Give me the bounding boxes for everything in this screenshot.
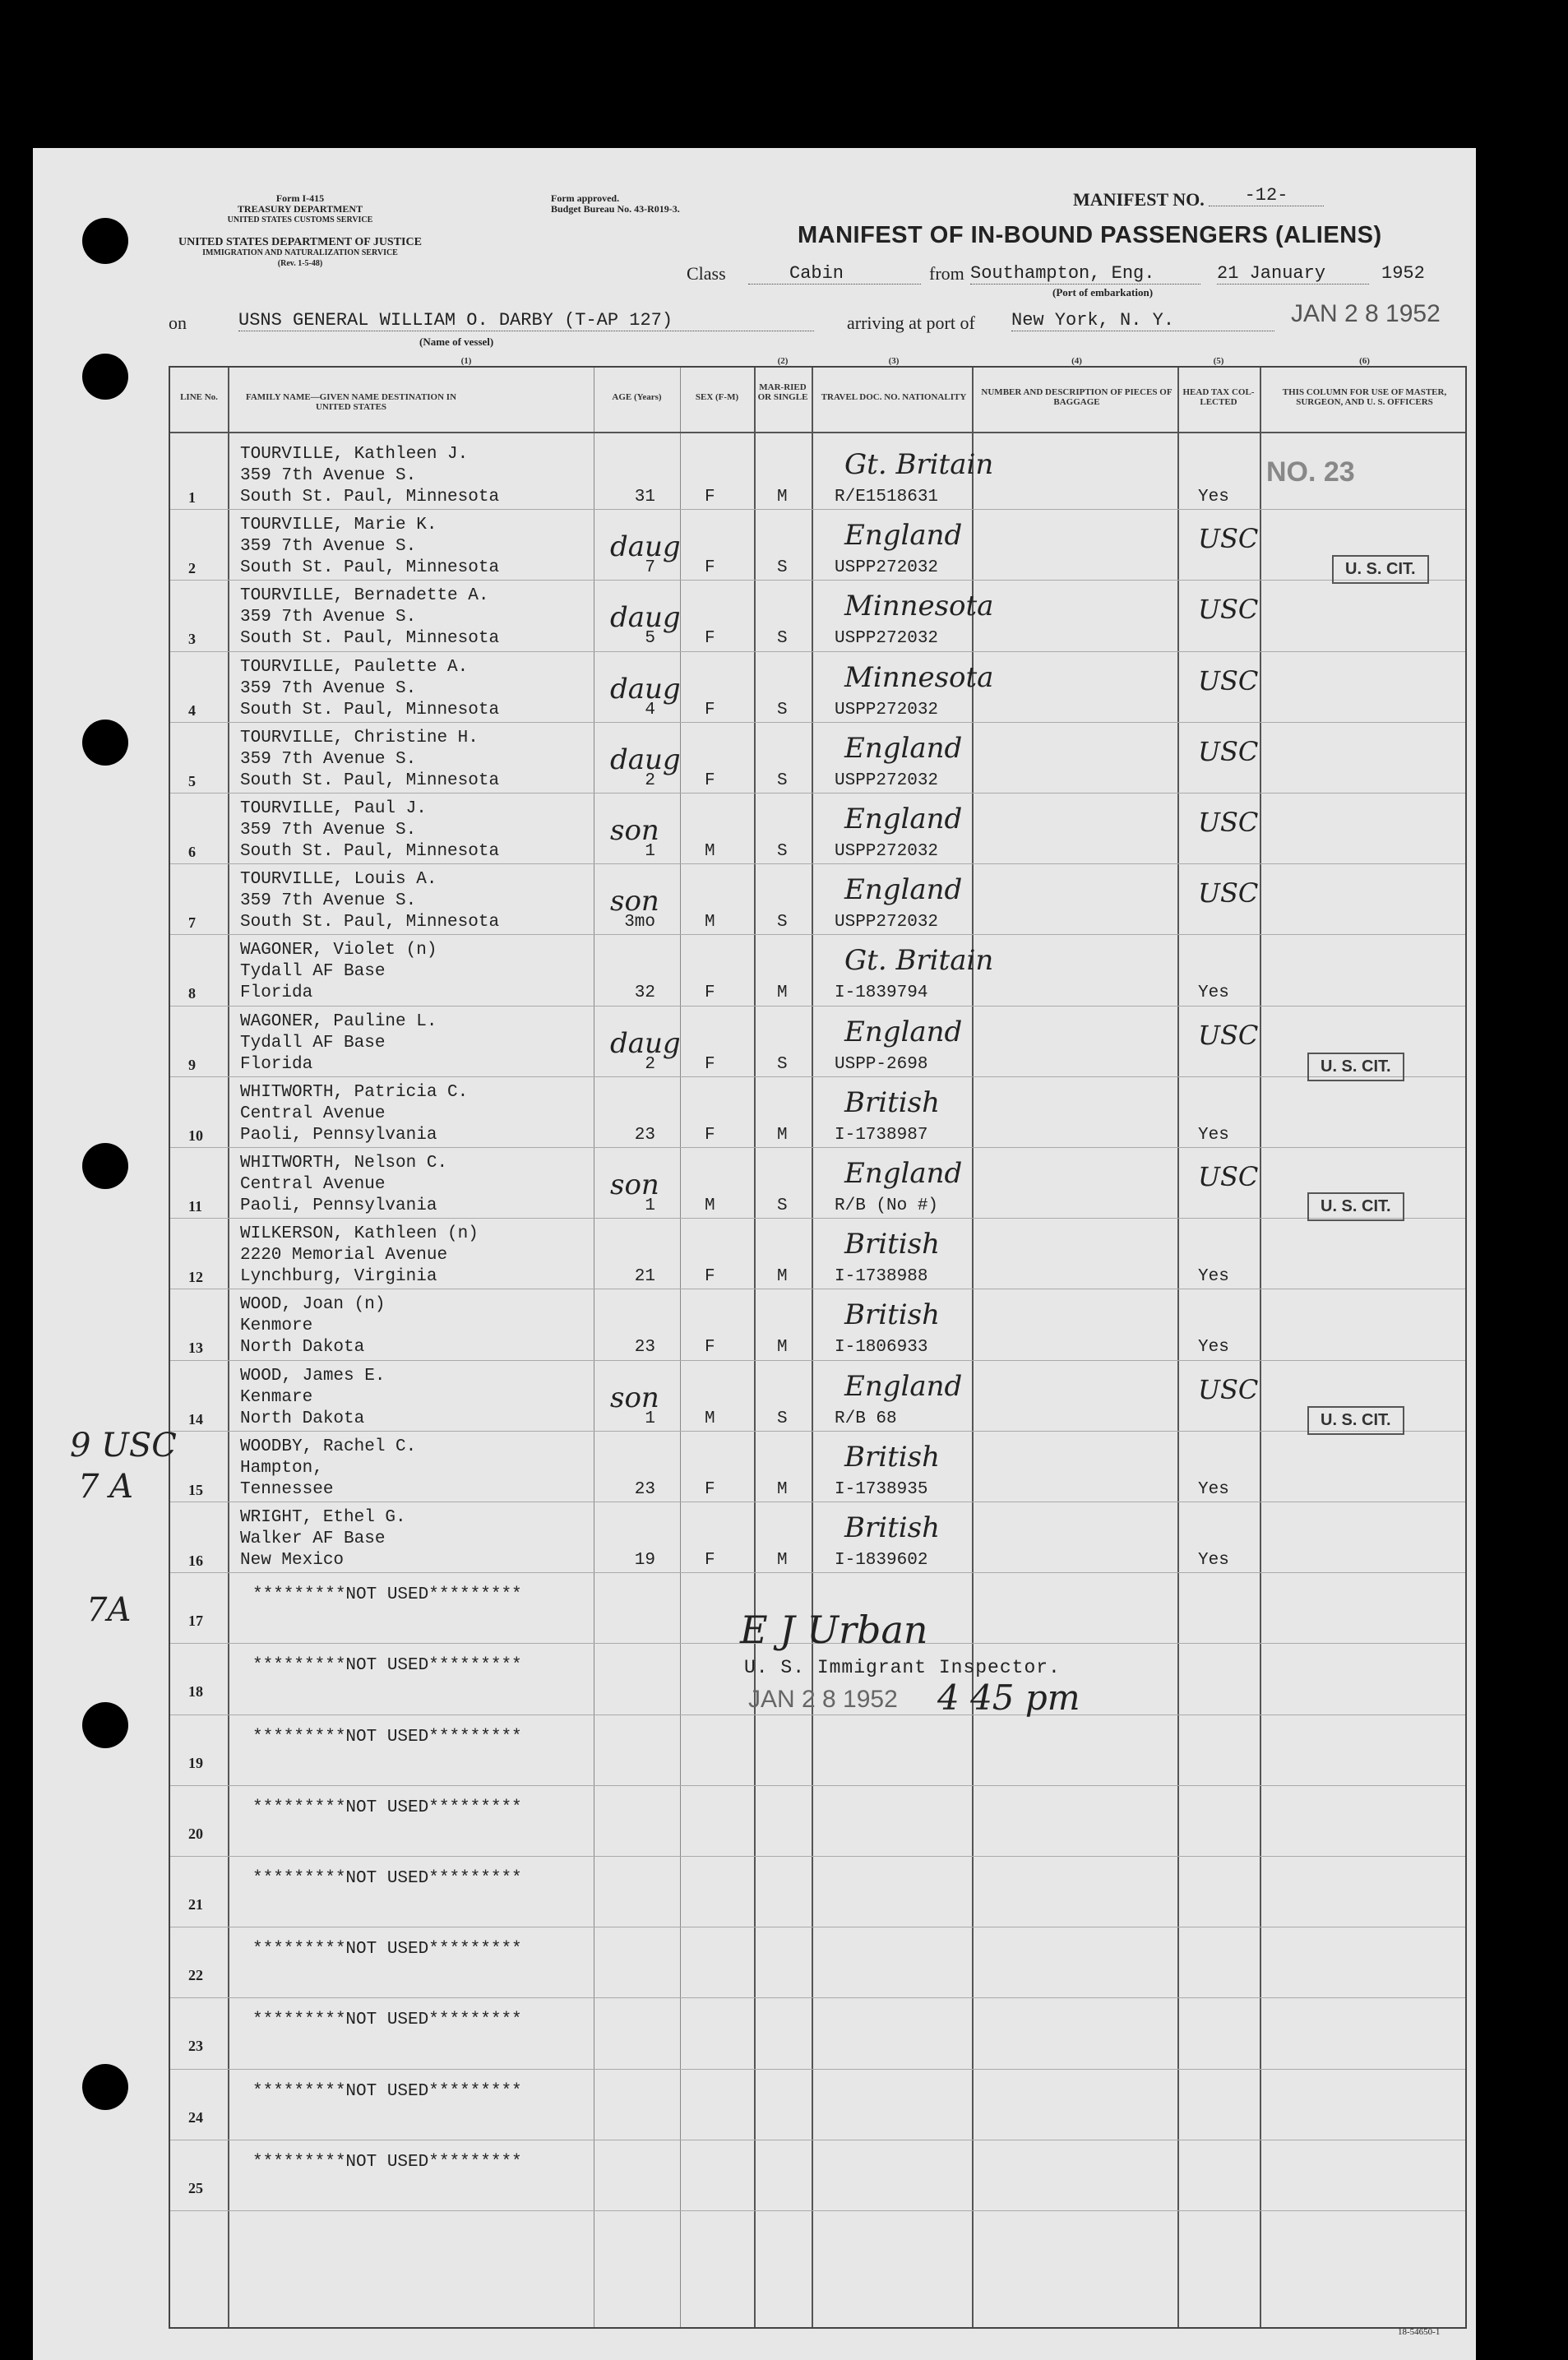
marital-status: S <box>777 558 788 578</box>
row-divider <box>170 722 1465 723</box>
travel-doc-no: USPP272032 <box>835 700 939 720</box>
passenger-destination: Florida <box>240 983 313 1003</box>
col-6: (6) <box>1359 356 1370 366</box>
passenger-sex: F <box>705 1479 715 1499</box>
line-number: 22 <box>188 1967 203 1984</box>
travel-doc-no: I-1839602 <box>835 1551 928 1570</box>
binder-hole <box>82 2064 128 2110</box>
head-tax: USC <box>1198 807 1259 838</box>
passenger-address: Walker AF Base <box>240 1529 386 1548</box>
relationship: daug <box>610 601 681 635</box>
col-name: FAMILY NAME—GIVEN NAME DESTINATION IN UNITED STATES <box>245 392 457 412</box>
us-cit-stamp: U. S. CIT. <box>1332 555 1429 584</box>
row-divider <box>170 651 1465 652</box>
passenger-address: 2220 Memorial Avenue <box>240 1246 448 1266</box>
head-tax: Yes <box>1198 1267 1229 1287</box>
from-value: Southampton, Eng. <box>970 263 1200 285</box>
travel-doc-no: I-1738987 <box>835 1125 928 1145</box>
passenger-address: 359 7th Avenue S. <box>240 821 417 840</box>
arriving-port: New York, N. Y. <box>1011 310 1274 331</box>
relationship: son <box>610 1168 659 1201</box>
marital-status: M <box>777 1551 788 1570</box>
passenger-sex: F <box>705 983 715 1003</box>
col-age: AGE (Years) <box>612 392 662 402</box>
line-number: 8 <box>188 985 196 1002</box>
passenger-name: WHITWORTH, Patricia C. <box>240 1082 469 1102</box>
line-number: 15 <box>188 1481 203 1498</box>
not-used-row: *********NOT USED********* <box>252 1798 522 1817</box>
passenger-name: TOURVILLE, Marie K. <box>240 516 437 535</box>
not-used-row: *********NOT USED********* <box>252 2011 522 2030</box>
travel-doc-no: R/B (No #) <box>835 1196 939 1215</box>
not-used-row: *********NOT USED********* <box>252 1940 522 1960</box>
passenger-address: Central Avenue <box>240 1104 386 1123</box>
line-number: 1 <box>188 489 196 506</box>
head-tax: USC <box>1198 877 1259 909</box>
row-divider <box>170 1360 1465 1361</box>
line-number: 19 <box>188 1754 203 1771</box>
travel-doc-no: I-1839794 <box>835 983 928 1003</box>
year-value: 1952 <box>1381 263 1425 284</box>
passenger-name: TOURVILLE, Kathleen J. <box>240 445 469 464</box>
manifest-no-value: -12- <box>1209 185 1324 206</box>
row-divider <box>170 1218 1465 1219</box>
passenger-destination: South St. Paul, Minnesota <box>240 629 500 649</box>
line-number: 18 <box>188 1683 203 1701</box>
passenger-name: TOURVILLE, Louis A. <box>240 870 437 890</box>
passenger-address: Kenmare <box>240 1387 313 1407</box>
line-number: 20 <box>188 1825 203 1842</box>
row-divider <box>170 1147 1465 1148</box>
nationality: England <box>844 731 963 765</box>
marital-status: M <box>777 1125 788 1145</box>
date-value: 21 January <box>1217 263 1369 285</box>
row-divider <box>170 1431 1465 1432</box>
passenger-address: 359 7th Avenue S. <box>240 537 417 557</box>
line-number: 6 <box>188 844 196 860</box>
line-number: 24 <box>188 2108 203 2126</box>
row-divider <box>170 580 1465 581</box>
relationship: son <box>610 1381 659 1414</box>
marital-status: M <box>777 1338 788 1358</box>
passenger-name: TOURVILLE, Paul J. <box>240 799 427 818</box>
line-number: 4 <box>188 701 196 719</box>
line-number: 10 <box>188 1127 203 1144</box>
line-number: 23 <box>188 2038 203 2055</box>
marital-status: S <box>777 629 788 649</box>
col-1: (1) <box>460 356 472 366</box>
row-divider <box>170 934 1465 935</box>
passenger-address: Central Avenue <box>240 1175 386 1194</box>
passenger-age: 31 <box>634 488 655 507</box>
form-number: Form I-415 TREASURY DEPARTMENT UNITED STATES CUSTOMS SERVICE <box>227 192 373 224</box>
passenger-destination: North Dakota <box>240 1338 365 1358</box>
line-number: 5 <box>188 772 196 789</box>
row-divider <box>170 863 1465 864</box>
marital-status: M <box>777 1479 788 1499</box>
binder-hole <box>82 354 128 400</box>
head-tax: USC <box>1198 594 1259 626</box>
passenger-age: 5 <box>645 629 655 649</box>
marital-status: S <box>777 1409 788 1428</box>
passenger-name: WOODBY, Rachel C. <box>240 1437 417 1456</box>
passenger-destination: South St. Paul, Minnesota <box>240 770 500 790</box>
nationality: England <box>844 519 963 553</box>
agency-block: UNITED STATES DEPARTMENT OF JUSTICE IMMIGRATION AND NATURALIZATION SERVICE (Rev. 1-5-48) <box>178 236 422 268</box>
row-divider <box>170 1785 1465 1786</box>
passenger-age: 3mo <box>624 913 655 932</box>
passenger-name: WOOD, James E. <box>240 1366 386 1386</box>
nationality: British <box>844 1440 940 1474</box>
passenger-age: 23 <box>634 1479 655 1499</box>
passenger-name: TOURVILLE, Bernadette A. <box>240 586 489 606</box>
travel-doc-no: R/B 68 <box>835 1409 897 1428</box>
passenger-age: 23 <box>634 1338 655 1358</box>
passenger-name: TOURVILLE, Christine H. <box>240 728 479 747</box>
passenger-sex: M <box>705 913 715 932</box>
passenger-address: 359 7th Avenue S. <box>240 608 417 627</box>
travel-doc-no: USPP272032 <box>835 629 939 649</box>
travel-doc-no: USPP272032 <box>835 842 939 861</box>
head-tax: Yes <box>1198 1551 1229 1570</box>
passenger-destination: South St. Paul, Minnesota <box>240 558 500 578</box>
row-divider <box>170 1856 1465 1857</box>
head-tax: Yes <box>1198 488 1229 507</box>
head-tax: Yes <box>1198 1338 1229 1358</box>
vessel-label: (Name of vessel) <box>419 335 494 348</box>
nationality: British <box>844 1511 940 1544</box>
passenger-age: 7 <box>645 558 655 578</box>
us-cit-stamp: U. S. CIT. <box>1307 1192 1404 1221</box>
passenger-age: 19 <box>634 1551 655 1570</box>
nationality: England <box>844 873 963 907</box>
passenger-age: 1 <box>645 1196 655 1215</box>
passenger-destination: South St. Paul, Minnesota <box>240 488 500 507</box>
passenger-sex: F <box>705 1338 715 1358</box>
passenger-destination: Paoli, Pennsylvania <box>240 1196 437 1215</box>
binder-hole <box>82 1143 128 1189</box>
nationality: England <box>844 803 963 835</box>
page-title: MANIFEST OF IN-BOUND PASSENGERS (ALIENS) <box>798 222 1382 248</box>
marital-status: S <box>777 913 788 932</box>
passenger-sex: M <box>705 842 715 861</box>
row-divider <box>170 1076 1465 1077</box>
passenger-address: 359 7th Avenue S. <box>240 466 417 485</box>
passenger-sex: F <box>705 1267 715 1287</box>
row-divider <box>170 1714 1465 1715</box>
binder-hole <box>82 218 128 264</box>
nationality: British <box>844 1085 940 1119</box>
passenger-table <box>169 356 1467 2329</box>
passenger-name: WAGONER, Pauline L. <box>240 1011 437 1031</box>
binder-hole <box>82 720 128 766</box>
line-number: 12 <box>188 1269 203 1286</box>
line-number: 17 <box>188 1613 203 1630</box>
col-travel-doc: TRAVEL DOC. NO. NATIONALITY <box>821 392 967 402</box>
not-used-row: *********NOT USED********* <box>252 1727 522 1747</box>
not-used-row: *********NOT USED********* <box>252 1869 522 1888</box>
passenger-address: Hampton, <box>240 1458 323 1478</box>
head-tax: USC <box>1198 1019 1259 1051</box>
nationality: Minnesota <box>844 660 994 694</box>
passenger-sex: M <box>705 1196 715 1215</box>
head-tax: Yes <box>1198 1125 1229 1145</box>
not-used-row: *********NOT USED********* <box>252 1656 522 1676</box>
passenger-age: 2 <box>645 770 655 790</box>
passenger-age: 1 <box>645 842 655 861</box>
head-tax: USC <box>1198 664 1259 696</box>
margin-note: 9 USC <box>70 1427 177 1465</box>
travel-doc-no: I-1738988 <box>835 1267 928 1287</box>
inspector-time: 4 45 pm <box>937 1677 1080 1718</box>
passenger-destination: South St. Paul, Minnesota <box>240 842 500 861</box>
class-label: Class <box>687 263 726 284</box>
passenger-destination: Lynchburg, Virginia <box>240 1267 437 1287</box>
passenger-age: 2 <box>645 1054 655 1074</box>
row-divider <box>170 2210 1465 2211</box>
line-number: 9 <box>188 1056 196 1073</box>
passenger-name: WRIGHT, Ethel G. <box>240 1508 406 1527</box>
marital-status: S <box>777 1196 788 1215</box>
marital-status: M <box>777 983 788 1003</box>
not-used-row: *********NOT USED********* <box>252 2081 522 2101</box>
head-tax: USC <box>1198 735 1259 767</box>
passenger-sex: F <box>705 770 715 790</box>
travel-doc-no: USPP-2698 <box>835 1054 928 1074</box>
marital-status: S <box>777 842 788 861</box>
passenger-name: WHITWORTH, Nelson C. <box>240 1154 448 1173</box>
relationship: son <box>610 814 659 847</box>
col-line-no: LINE No. <box>180 392 218 402</box>
no-stamp: NO. 23 <box>1266 456 1355 488</box>
nationality: Gt. Britain <box>844 944 994 978</box>
head-tax: USC <box>1198 1373 1259 1405</box>
passenger-address: 359 7th Avenue S. <box>240 678 417 698</box>
passenger-age: 32 <box>634 983 655 1003</box>
passenger-age: 21 <box>634 1267 655 1287</box>
line-number: 25 <box>188 2179 203 2196</box>
col-baggage: NUMBER AND DESCRIPTION OF PIECES OF BAGGAGE <box>981 387 1173 407</box>
passenger-destination: South St. Paul, Minnesota <box>240 700 500 720</box>
passenger-address: Tydall AF Base <box>240 1033 386 1053</box>
inspector-stamp: JAN 2 8 1952 <box>748 1686 898 1713</box>
passenger-sex: M <box>705 1409 715 1428</box>
not-used-row: *********NOT USED********* <box>252 2152 522 2172</box>
line-number: 7 <box>188 914 196 932</box>
row-divider <box>170 2069 1465 2070</box>
head-tax: USC <box>1198 523 1259 555</box>
class-value: Cabin <box>748 263 921 285</box>
row-divider <box>170 1997 1465 1998</box>
passenger-age: 4 <box>645 700 655 720</box>
not-used-row: *********NOT USED********* <box>252 1585 522 1605</box>
marital-status: S <box>777 700 788 720</box>
passenger-address: Kenmore <box>240 1317 313 1336</box>
form-approval: Form approved. Budget Bureau No. 43-R019-3. <box>551 192 680 215</box>
col-sex: SEX (F-M) <box>695 392 739 402</box>
vessel-name: USNS GENERAL WILLIAM O. DARBY (T-AP 127) <box>238 310 814 331</box>
form-code: 18-54650-1 <box>1398 2327 1441 2337</box>
on-label: on <box>169 312 187 333</box>
col-4: (4) <box>1071 356 1082 366</box>
passenger-sex: F <box>705 1125 715 1145</box>
nationality: England <box>844 1015 963 1048</box>
nationality: Minnesota <box>844 590 994 623</box>
passenger-destination: North Dakota <box>240 1409 365 1428</box>
nationality: England <box>844 1369 963 1403</box>
marital-status: S <box>777 1054 788 1074</box>
nationality: British <box>844 1228 940 1261</box>
marital-status: M <box>777 1267 788 1287</box>
line-number: 2 <box>188 560 196 577</box>
passenger-destination: Paoli, Pennsylvania <box>240 1125 437 1145</box>
nationality: England <box>844 1157 963 1190</box>
row-divider <box>170 1572 1465 1573</box>
margin-note: 7A <box>86 1591 132 1629</box>
passenger-name: WILKERSON, Kathleen (n) <box>240 1224 479 1244</box>
passenger-address: 359 7th Avenue S. <box>240 891 417 911</box>
port-embark-label: (Port of embarkation) <box>1052 286 1154 298</box>
arrival-date-stamp: JAN 2 8 1952 <box>1291 300 1441 327</box>
us-cit-stamp: U. S. CIT. <box>1307 1406 1404 1435</box>
passenger-sex: F <box>705 1551 715 1570</box>
line-number: 3 <box>188 631 196 648</box>
head-tax: USC <box>1198 1161 1259 1192</box>
passenger-age: 23 <box>634 1125 655 1145</box>
relationship: daug <box>610 530 681 564</box>
passenger-sex: F <box>705 558 715 578</box>
line-number: 14 <box>188 1410 203 1428</box>
margin-note: 7 A <box>78 1468 134 1506</box>
col-officers: THIS COLUMN FOR USE OF MASTER, SURGEON, AND U. S. OFFICERS <box>1282 387 1447 407</box>
marital-status: S <box>777 770 788 790</box>
passenger-sex: F <box>705 488 715 507</box>
line-number: 13 <box>188 1340 203 1357</box>
head-tax: Yes <box>1198 1479 1229 1499</box>
line-number: 11 <box>188 1198 203 1215</box>
passenger-sex: F <box>705 629 715 649</box>
travel-doc-no: USPP272032 <box>835 558 939 578</box>
manifest-page <box>33 148 1476 2360</box>
marital-status: M <box>777 488 788 507</box>
binder-hole <box>82 1702 128 1748</box>
passenger-address: Tydall AF Base <box>240 962 386 982</box>
passenger-destination: New Mexico <box>240 1551 345 1570</box>
nationality: British <box>844 1298 940 1332</box>
head-tax: Yes <box>1198 983 1229 1003</box>
passenger-name: WOOD, Joan (n) <box>240 1295 386 1315</box>
manifest-no-label: MANIFEST NO. <box>1073 189 1205 210</box>
relationship: son <box>610 885 659 919</box>
passenger-age: 1 <box>645 1409 655 1428</box>
passenger-name: TOURVILLE, Paulette A. <box>240 657 469 677</box>
inspector-signature: E J Urban <box>740 1608 928 1652</box>
travel-doc-no: I-1806933 <box>835 1338 928 1358</box>
col-3: (3) <box>888 356 900 366</box>
passenger-sex: F <box>705 1054 715 1074</box>
relationship: daug <box>610 672 681 706</box>
travel-doc-no: USPP272032 <box>835 770 939 790</box>
line-number: 16 <box>188 1553 203 1569</box>
travel-doc-no: USPP272032 <box>835 913 939 932</box>
col-married: MAR-RIED OR SINGLE <box>757 382 808 402</box>
arriving-label: arriving at port of <box>847 312 975 333</box>
passenger-address: 359 7th Avenue S. <box>240 749 417 769</box>
travel-doc-no: R/E1518631 <box>835 488 939 507</box>
relationship: daug <box>610 1026 681 1060</box>
passenger-name: WAGONER, Violet (n) <box>240 941 437 960</box>
passenger-sex: F <box>705 700 715 720</box>
col-2: (2) <box>777 356 789 366</box>
row-divider <box>170 509 1465 510</box>
travel-doc-no: I-1738935 <box>835 1479 928 1499</box>
col-5: (5) <box>1213 356 1224 366</box>
line-number: 21 <box>188 1896 203 1913</box>
relationship: daug <box>610 743 681 776</box>
row-divider <box>170 793 1465 794</box>
col-head-tax: HEAD TAX COL-LECTED <box>1182 387 1255 407</box>
passenger-destination: Tennessee <box>240 1479 334 1499</box>
passenger-destination: Florida <box>240 1054 313 1074</box>
inspector-title: U. S. Immigrant Inspector. <box>744 1657 1061 1678</box>
us-cit-stamp: U. S. CIT. <box>1307 1053 1404 1081</box>
from-label: from <box>929 263 964 284</box>
nationality: Gt. Britain <box>844 448 994 481</box>
passenger-destination: South St. Paul, Minnesota <box>240 913 500 932</box>
